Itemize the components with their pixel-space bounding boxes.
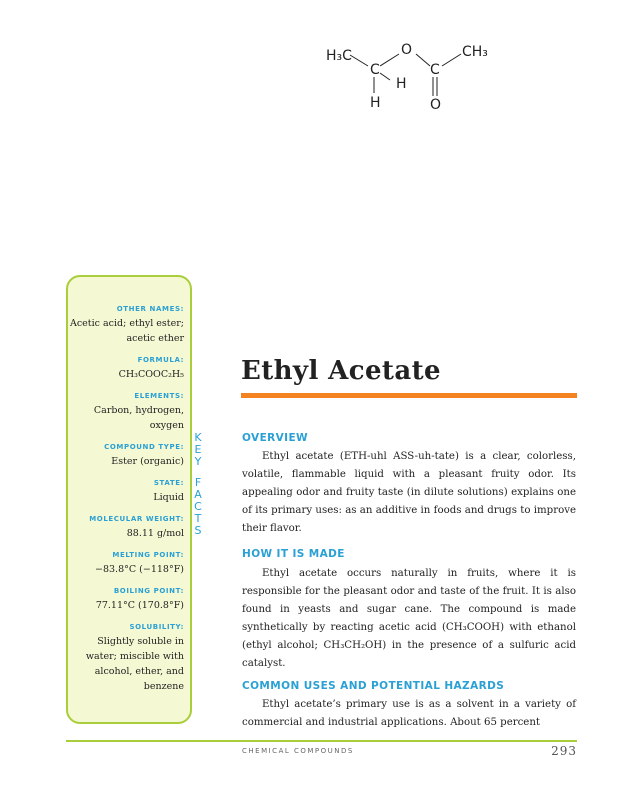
atom-hydrogen-bottom: H <box>370 95 381 111</box>
atom-carbon-2: C <box>430 62 440 78</box>
molecular-structure <box>320 40 500 115</box>
atom-hydrogen-mid: H <box>396 76 407 92</box>
vertical-letter: T <box>194 511 202 525</box>
fact-label: COMPOUND TYPE: <box>104 443 184 451</box>
vertical-letter: E <box>194 442 202 456</box>
footer-divider <box>66 740 577 742</box>
how-made-paragraph <box>242 565 576 673</box>
how-made-text: Ethyl acetate occurs naturally in fruits, where it is responsible for the pleasant odor and taste of the fruit. It is also found in yeasts and sugar cane. The compound is made synthetically by reacting acetic acid (CH₃COOH) with ethanol (ethyl alcohol; CH₃CH₂OH) in the presence of a sulfuric acid catalyst. <box>242 568 576 669</box>
fact-formula <box>66 356 184 382</box>
fact-value: Acetic acid; ethyl ester; acetic ether <box>70 318 184 344</box>
atom-ch3: CH₃ <box>462 44 488 60</box>
vertical-letter: S <box>194 523 202 537</box>
overview-heading: OVERVIEW <box>242 432 309 444</box>
fact-solubility <box>66 623 184 694</box>
fact-melting-point <box>66 551 184 577</box>
key-facts-box <box>66 275 192 724</box>
vertical-letter: K <box>194 431 202 444</box>
fact-label: SOLUBILITY: <box>129 623 184 631</box>
vertical-letter: F <box>194 476 202 490</box>
vertical-letter: C <box>194 499 202 513</box>
overview-text: Ethyl acetate (ETH-uhl ASS-uh-tate) is a clear, colorless, volatile, flammable liquid with a pleasant fruity odor. Its appealing odor and fruity taste (in dilute solutions) explains one of its primary uses: as an additive in foods and drugs to improve their flavor. <box>242 451 576 534</box>
fact-value: 88.11 g/mol <box>126 528 184 539</box>
fact-elements <box>66 392 184 433</box>
fact-label: ELEMENTS: <box>134 392 184 400</box>
fact-value: Slightly soluble in water; miscible with alcohol, ether, and benzene <box>85 636 184 692</box>
key-facts-list <box>66 305 184 704</box>
title-divider <box>241 393 577 398</box>
fact-compound-type <box>66 443 184 469</box>
fact-molecular-weight <box>66 515 184 541</box>
fact-value: Ester (organic) <box>111 456 184 467</box>
vertical-letter: A <box>194 488 202 502</box>
page-title: Ethyl Acetate <box>241 356 441 386</box>
fact-label: MELTING POINT: <box>112 551 184 559</box>
fact-value: CH₃COOC₂H₅ <box>118 369 184 380</box>
fact-label: BOILING POINT: <box>113 587 184 595</box>
footer-book-title: CHEMICAL COMPOUNDS <box>242 747 354 755</box>
vertical-letter: Y <box>194 454 202 468</box>
fact-label: STATE: <box>153 479 184 487</box>
uses-heading: COMMON USES AND POTENTIAL HAZARDS <box>242 680 505 692</box>
fact-label: OTHER NAMES: <box>116 305 184 313</box>
fact-value: −83.8°C (−118°F) <box>95 564 184 575</box>
fact-boiling-point <box>66 587 184 613</box>
fact-value: Liquid <box>153 492 184 503</box>
fact-value: Carbon, hydrogen, oxygen <box>93 405 184 431</box>
fact-other-names <box>66 305 184 346</box>
atom-oxygen-carbonyl: O <box>430 97 442 113</box>
how-made-heading: HOW IT IS MADE <box>242 548 345 560</box>
uses-paragraph <box>242 696 576 732</box>
fact-value: 77.11°C (170.8°F) <box>95 600 184 611</box>
atom-h3c: H₃C <box>326 48 352 64</box>
fact-state <box>66 479 184 505</box>
page-number: 293 <box>551 744 577 758</box>
atom-oxygen-ether: O <box>401 42 413 58</box>
atom-carbon-1: C <box>370 62 380 78</box>
fact-label: MOLECULAR WEIGHT: <box>89 515 184 523</box>
fact-label: FORMULA: <box>137 356 184 364</box>
key-facts-vertical-label <box>191 432 205 536</box>
overview-paragraph <box>242 448 576 538</box>
uses-text: Ethyl acetate’s primary use is as a solvent in a variety of commercial and industrial applications. About 65 percent <box>242 699 576 728</box>
